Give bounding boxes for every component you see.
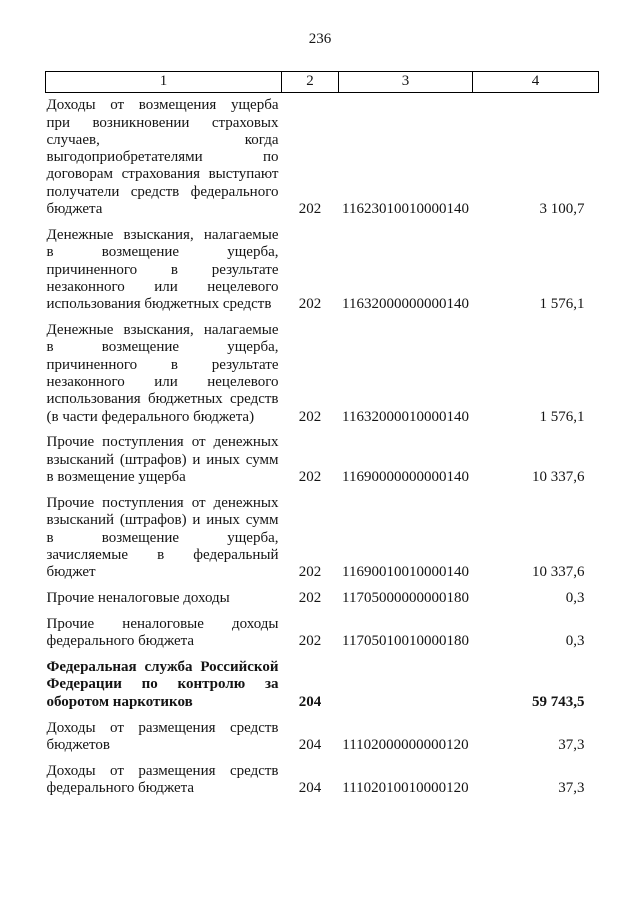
admin-code-cell: 202 — [298, 408, 322, 425]
description-line: бюджет — [46, 564, 96, 581]
page-number: 236 — [308, 31, 332, 47]
income-code-cell: 11705000000000180 — [342, 589, 469, 606]
amount-cell: 10 337,6 — [532, 564, 585, 581]
description-line: (в части федерального бюджета) — [46, 408, 255, 425]
description-line: Прочие неналоговые доходы — [46, 589, 230, 606]
admin-code-cell: 202 — [298, 633, 322, 650]
amount-cell: 37,3 — [558, 736, 585, 753]
description-line: выгодоприобретателями по — [46, 149, 279, 166]
table-row — [46, 223, 599, 318]
description-line: Денежные взыскания, налагаемые — [46, 226, 279, 243]
description-line: бюджетов — [46, 736, 110, 753]
description-line: причиненного в результате — [46, 261, 279, 278]
column-header-2: 2 — [282, 72, 339, 93]
income-code-cell: 11690000000000140 — [342, 469, 469, 486]
table-row — [46, 430, 599, 490]
admin-code-cell: 202 — [298, 564, 322, 581]
admin-code-cell: 202 — [298, 296, 322, 313]
description-line: случаев, когда — [46, 131, 279, 148]
table-row — [46, 715, 599, 758]
income-code-cell — [339, 655, 473, 715]
admin-code-cell: 202 — [298, 201, 322, 218]
income-code-cell: 11102010010000120 — [342, 780, 469, 797]
description-cell — [46, 612, 282, 655]
description-line: в возмещение ущерба — [46, 469, 186, 486]
amount-cell: 0,3 — [565, 589, 585, 606]
income-code-cell: 11705010010000180 — [342, 633, 469, 650]
description-line: Прочие неналоговые доходы — [46, 615, 279, 632]
table-row — [46, 491, 599, 586]
description-line: взысканий (штрафов) и иных сумм — [46, 512, 279, 529]
amount-cell: 1 576,1 — [539, 408, 585, 425]
description-cell — [46, 430, 282, 490]
description-line: Доходы от размещения средств — [46, 719, 279, 736]
description-cell — [46, 586, 282, 612]
income-code-cell: 11632000010000140 — [342, 408, 469, 425]
income-code-cell: 11690010010000140 — [342, 564, 469, 581]
column-header-3: 3 — [339, 72, 473, 93]
admin-code-cell: 202 — [298, 589, 322, 606]
table-row — [46, 318, 599, 430]
description-cell — [46, 655, 282, 715]
description-line: использования бюджетных средств — [46, 296, 272, 313]
income-code-cell: 11632000000000140 — [342, 296, 469, 313]
table-header — [46, 72, 599, 93]
description-line: договорам страхования выступают — [46, 166, 279, 183]
admin-code-cell: 204 — [298, 693, 322, 710]
income-code-cell: 11102000000000120 — [342, 736, 469, 753]
description-line: Доходы от размещения средств — [46, 762, 279, 779]
description-cell — [46, 223, 282, 318]
description-line: Прочие поступления от денежных — [46, 434, 279, 451]
description-line: Денежные взыскания, налагаемые — [46, 322, 279, 339]
revenue-table — [45, 71, 599, 802]
description-line: оборотом наркотиков — [46, 693, 193, 710]
table-row — [46, 612, 599, 655]
description-line: федерального бюджета — [46, 633, 195, 650]
description-line: взысканий (штрафов) и иных сумм — [46, 451, 279, 468]
description-line: Федерации по контролю за — [46, 676, 279, 693]
column-header-4: 4 — [473, 72, 599, 93]
admin-code-cell: 204 — [298, 780, 322, 797]
amount-cell: 37,3 — [558, 780, 585, 797]
amount-cell: 0,3 — [565, 633, 585, 650]
income-code-cell: 11623010010000140 — [342, 201, 469, 218]
admin-code-cell: 204 — [298, 736, 322, 753]
description-line: при возникновении страховых — [46, 114, 279, 131]
description-line: в возмещение ущерба, — [46, 529, 279, 546]
table-row — [46, 758, 599, 801]
description-cell — [46, 318, 282, 430]
description-line: незаконного или нецелевого — [46, 278, 279, 295]
table-row — [46, 586, 599, 612]
description-line: Прочие поступления от денежных — [46, 494, 279, 511]
description-line: в возмещение ущерба, — [46, 339, 279, 356]
description-cell — [46, 93, 282, 223]
amount-cell: 10 337,6 — [532, 469, 585, 486]
description-cell — [46, 758, 282, 801]
table-body — [46, 93, 599, 802]
description-line: Доходы от возмещения ущерба — [46, 97, 279, 114]
description-cell — [46, 491, 282, 586]
description-line: использования бюджетных средств — [46, 391, 279, 408]
column-header-1: 1 — [46, 72, 282, 93]
description-line: Федеральная служба Российской — [46, 659, 279, 676]
description-cell — [46, 715, 282, 758]
description-line: получатели средств федерального — [46, 183, 279, 200]
description-line: причиненного в результате — [46, 356, 279, 373]
amount-cell: 1 576,1 — [539, 296, 585, 313]
description-line: в возмещение ущерба, — [46, 244, 279, 261]
description-line: федерального бюджета — [46, 780, 195, 797]
admin-code-cell: 202 — [298, 469, 322, 486]
table-row — [46, 655, 599, 715]
description-line: бюджета — [46, 201, 103, 218]
description-line: зачисляемые в федеральный — [46, 546, 279, 563]
header-row — [46, 72, 599, 93]
description-line: незаконного или нецелевого — [46, 373, 279, 390]
table-row — [46, 93, 599, 223]
amount-cell: 3 100,7 — [539, 201, 585, 218]
amount-cell: 59 743,5 — [532, 693, 585, 710]
